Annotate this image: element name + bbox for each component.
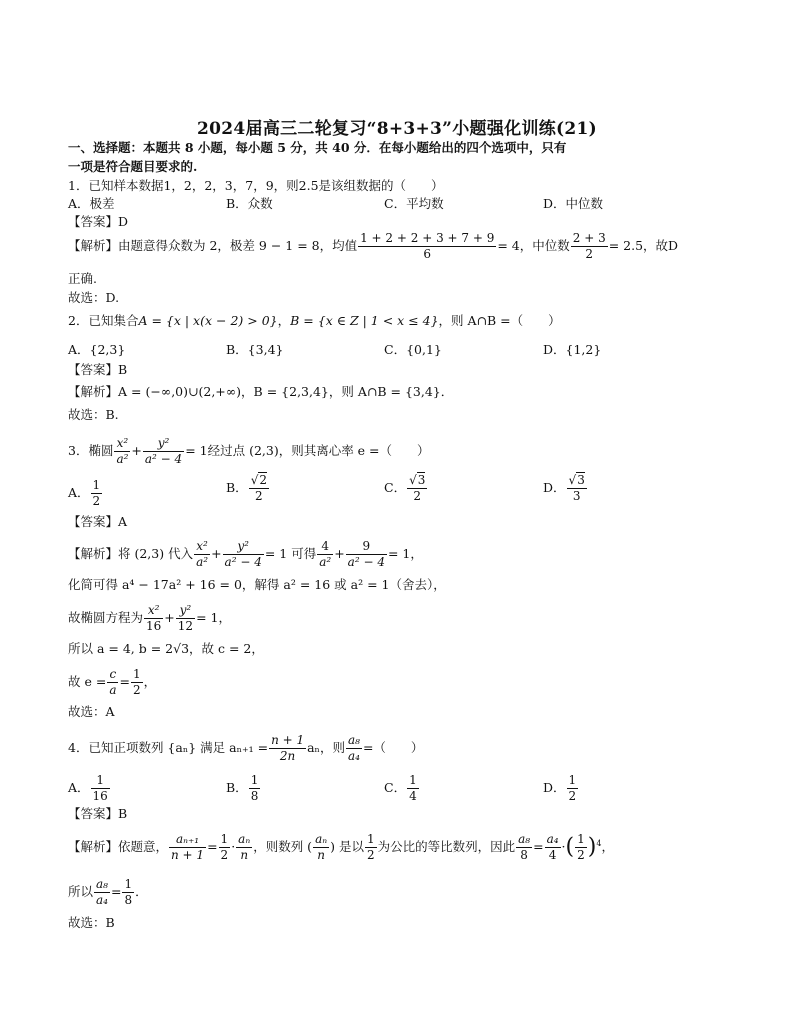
- frac-den: 2: [568, 789, 577, 803]
- q4-stem-text: =（ ）: [362, 740, 424, 755]
- q4-fraction: [94, 877, 110, 908]
- q4-fraction: [346, 733, 362, 764]
- q3-analysis-4: 所以 a = 4, b = 2√3，故 c = 2，: [68, 641, 264, 656]
- q4-analysis-text: 【解析】依题意，: [68, 839, 169, 854]
- q4-answer: 【答案】B: [68, 806, 128, 821]
- q3-analysis-text: = 1，: [387, 546, 423, 561]
- frac-num: x²: [194, 539, 210, 555]
- q1-mean-fraction: [358, 231, 496, 262]
- q1-option-a: A．极差: [68, 196, 115, 211]
- q2-option-a: A．{2,3}: [68, 342, 126, 357]
- frac-num: y²: [143, 436, 184, 452]
- frac-num: 1: [132, 667, 141, 681]
- frac-den: 2n: [279, 749, 296, 763]
- frac-num: c: [107, 667, 118, 683]
- option-fraction: [407, 773, 419, 804]
- q2-option-d: D．{1,2}: [543, 342, 602, 357]
- q4-analysis-text: ) 是以: [330, 839, 364, 854]
- section-heading-line2: 一项是符合题目要求的.: [68, 159, 198, 174]
- frac-num: 4: [317, 539, 333, 555]
- q3-y-fraction: [143, 436, 184, 467]
- q3-fraction: [223, 539, 264, 570]
- q4-analysis-text: ，则数列 (: [253, 839, 313, 854]
- option-label: A．: [68, 485, 90, 500]
- frac-num: aₙ₊₁: [169, 832, 206, 848]
- frac-num: aₙ: [315, 832, 328, 846]
- frac-num: aₙ: [238, 832, 251, 846]
- frac-den: 2: [220, 848, 229, 862]
- q3-x-fraction: [114, 436, 130, 467]
- frac-den: a² − 4: [144, 452, 183, 466]
- q3-answer: 【答案】A: [68, 514, 128, 529]
- q4-option-c: [384, 773, 420, 804]
- frac-den: 2: [92, 494, 101, 508]
- q3-fraction: [131, 667, 143, 698]
- q3-analysis-text: ，: [143, 674, 157, 689]
- frac-den: a₄: [347, 749, 360, 763]
- frac-num: 1: [366, 832, 375, 846]
- frac-num: 1: [124, 877, 133, 891]
- frac-den: 8: [250, 789, 259, 803]
- q3-choose: 故选：A: [68, 704, 115, 719]
- q3-stem-text: = 1经过点 (2,3)，则其离心率 e =（ ）: [185, 443, 430, 458]
- q3-stem: 3．椭圆 $\frac{\text{x²}}{\text{a²}}$ + $\frac{\text{y²}}{\text{a² − 4}}$ = 1经过点 (2,3)，则其离心率 e =（ ）: [68, 436, 430, 466]
- frac-num: √2: [250, 473, 267, 487]
- q1-option-c: C．平均数: [384, 196, 444, 211]
- q2-set-a: A = {x | x(x − 2) > 0}: [138, 313, 278, 328]
- q1-analysis-cont: 正确.: [68, 271, 97, 286]
- q4-fraction: [313, 832, 329, 863]
- q3-fraction: [346, 539, 387, 570]
- frac-num: n + 1: [271, 733, 305, 747]
- q3-stem-text: 3．椭圆: [68, 443, 114, 458]
- q3-option-a: [68, 478, 103, 509]
- frac-den: n + 1: [171, 848, 205, 862]
- frac-num: √3: [409, 473, 426, 487]
- q3-option-b: [226, 473, 270, 504]
- q3-fraction: [194, 539, 210, 570]
- q1-analysis-text: 【解析】由题意得众数为 2，极差 9 − 1 = 8，均值: [68, 238, 358, 253]
- q4-fraction: [169, 832, 206, 863]
- frac-den: 16: [92, 789, 108, 803]
- option-label: B．: [226, 480, 248, 495]
- frac-den: 2: [255, 489, 263, 503]
- q4-option-d: [543, 773, 579, 804]
- q1-analysis: [68, 231, 678, 262]
- q1-analysis-text: = 4，中位数: [497, 238, 570, 253]
- frac-den: a²: [319, 555, 332, 569]
- option-label: D．: [543, 780, 566, 795]
- q2-option-c: C．{0,1}: [384, 342, 442, 357]
- frac-den: 4: [409, 789, 417, 803]
- q3-analysis-text: 【解析】将 (2,3) 代入: [68, 546, 194, 561]
- q3-fraction: [144, 603, 163, 634]
- option-fraction: [567, 473, 587, 504]
- frac-num: 1 + 2 + 2 + 3 + 7 + 9: [360, 231, 495, 245]
- q4-analysis-text: ，: [601, 839, 614, 854]
- q3-analysis-5: [68, 667, 156, 698]
- frac-num: x²: [144, 603, 163, 619]
- option-fraction: [91, 773, 110, 804]
- frac-den: 2: [366, 848, 375, 862]
- q4-analysis-1: 【解析】依题意， $\frac{\text{aₙ₊₁}}{n + 1}$ = $\frac{1}{2}$ · $\frac{\text{aₙ}}{n}$ ，则数列 ( $\frac{\text{aₙ}}{n}$ ) 是以 $\frac{1}{2}$ 为公比的等比数列，因此 $\frac{\text{a₈}}{8}$ = $\frac{\text{a₄}}{4}$ ·( $\frac{1}{2}$ )$^4$，: [68, 832, 614, 862]
- q2-stem-text: 2．已知集合: [68, 313, 139, 328]
- q4-fraction: [122, 877, 134, 908]
- frac-den: a² − 4: [224, 555, 262, 569]
- frac-den: 8: [124, 893, 133, 907]
- frac-num: 2 + 3: [572, 231, 606, 245]
- frac-den: 3: [572, 489, 581, 503]
- frac-den: 2: [132, 683, 141, 697]
- option-label: B．: [226, 780, 248, 795]
- q3-analysis-text: =: [119, 674, 130, 689]
- q3-fraction: [176, 603, 195, 634]
- section-heading-line1: 一、选择题：本题共 8 小题，每小题 5 分，共 40 分．在每小题给出的四个选项中，只有: [68, 140, 567, 155]
- document-title: 2024届高三二轮复习“8+3+3”小题强化训练(21): [197, 119, 597, 139]
- frac-num: 1: [577, 832, 585, 846]
- frac-den: n: [240, 848, 249, 862]
- q1-median-fraction: [571, 231, 608, 262]
- frac-num: 9: [346, 539, 387, 555]
- option-fraction: [91, 478, 103, 509]
- frac-den: a² − 4: [347, 555, 385, 569]
- q1-analysis-text: = 2.5，故D: [608, 238, 679, 253]
- q4-analysis-text: 所以: [68, 884, 94, 899]
- frac-den: a²: [116, 452, 129, 466]
- q3-analysis-text: 故 e =: [68, 674, 107, 689]
- option-fraction: [567, 773, 579, 804]
- frac-num: a₈: [96, 877, 108, 891]
- q3-option-c: [384, 473, 428, 504]
- q4-fraction: [545, 832, 561, 863]
- q2-analysis: 【解析】A = (−∞,0)∪(2,+∞)，B = {2,3,4}，则 A∩B = {3,4}．: [68, 384, 454, 399]
- frac-den: 2: [577, 848, 585, 862]
- frac-num: 1: [250, 773, 259, 787]
- option-fraction: [249, 473, 269, 504]
- frac-den: 16: [146, 619, 162, 633]
- q2-option-b: B．{3,4}: [226, 342, 284, 357]
- frac-num: a₈: [518, 832, 531, 846]
- q4-analysis-text: ．: [135, 884, 148, 899]
- option-label: C．: [384, 480, 407, 495]
- q3-analysis-3: 故椭圆方程为 $\frac{\text{x²}}{16}$ + $\frac{\text{y²}}{12}$ = 1，: [68, 603, 231, 633]
- q4-fraction: [219, 832, 231, 863]
- frac-num: y²: [223, 539, 264, 555]
- frac-num: 1: [409, 773, 417, 787]
- q4-fraction: [516, 832, 532, 863]
- q4-fraction: [575, 832, 587, 863]
- q2-stem-text: ，则 A∩B =（ ）: [438, 313, 561, 328]
- option-label: C．: [384, 780, 407, 795]
- q1-answer: 【答案】D: [68, 214, 129, 229]
- option-fraction: [407, 473, 427, 504]
- q2-stem-text: ，: [277, 313, 291, 328]
- q3-option-d: [543, 473, 588, 504]
- q2-choose: 故选：B.: [68, 407, 119, 422]
- q2-answer: 【答案】B: [68, 362, 128, 377]
- q3-analysis-text: 故椭圆方程为: [68, 610, 144, 625]
- frac-num: a₈: [347, 733, 360, 747]
- option-label: D．: [543, 480, 566, 495]
- q1-option-b: B．众数: [226, 196, 273, 211]
- frac-num: 1: [91, 773, 110, 789]
- frac-num: √3: [568, 473, 585, 487]
- q3-fraction: [107, 667, 118, 698]
- frac-den: a²: [196, 555, 209, 569]
- q3-analysis-1: 【解析】将 (2,3) 代入 $\frac{\text{x²}}{\text{a²}}$ + $\frac{\text{y²}}{\text{a² − 4}}$ = 1 可得 $\frac{4}{\text{a²}}$ + $\frac{9}{\text{a² − 4}}$ = 1，: [68, 539, 423, 569]
- frac-num: 1: [568, 773, 577, 787]
- frac-den: n: [317, 848, 325, 862]
- q3-analysis-text: = 1，: [196, 610, 231, 625]
- paren: ): [587, 834, 597, 860]
- frac-den: 6: [423, 247, 432, 261]
- q3-fraction: [317, 539, 333, 570]
- q4-choose: 故选：B: [68, 915, 115, 930]
- q4-stem-text: 4．已知正项数列 {aₙ} 满足 aₙ₊₁ =: [68, 740, 269, 755]
- q3-analysis-2: 化简可得 a⁴ − 17a² + 16 = 0，解得 a² = 16 或 a² = 1（舍去），: [68, 577, 446, 592]
- frac-den: 2: [585, 247, 594, 261]
- frac-num: 1: [92, 478, 101, 492]
- option-label: A．: [68, 780, 90, 795]
- frac-den: a₄: [96, 893, 108, 907]
- q4-fraction: [269, 733, 306, 764]
- option-fraction: [249, 773, 261, 804]
- q4-analysis-text: 为公比的等比数列，因此: [377, 839, 516, 854]
- q1-choose: 故选：D.: [68, 290, 120, 305]
- q1-stem: 1．已知样本数据1，2，2，3，7，9，则2.5是该组数据的（ ）: [68, 178, 444, 193]
- q4-analysis-2: 所以 $\frac{\text{a₈}}{\text{a₄}}$ = $\frac{1}{8}$ ．: [68, 877, 148, 907]
- q4-stem: [68, 733, 423, 764]
- frac-den: a: [109, 683, 117, 697]
- q3-analysis-text: = 1 可得: [264, 546, 317, 561]
- q4-fraction: [236, 832, 252, 863]
- q2-stem: [68, 312, 561, 330]
- frac-num: 1: [220, 832, 229, 846]
- q4-option-b: [226, 773, 261, 804]
- q4-fraction: [365, 832, 377, 863]
- q4-option-a: [68, 773, 111, 804]
- exponent: 4: [596, 838, 602, 848]
- frac-num: y²: [176, 603, 195, 619]
- paren: (: [565, 834, 575, 860]
- q4-stem-text: aₙ，则: [307, 740, 345, 755]
- frac-num: a₄: [546, 832, 559, 846]
- q2-set-b: B = {x ∈ Z | 1 < x ≤ 4}: [290, 313, 439, 328]
- frac-den: 4: [548, 848, 557, 862]
- frac-den: 12: [177, 619, 194, 633]
- q1-option-d: D．中位数: [543, 196, 604, 211]
- frac-den: 2: [413, 489, 422, 503]
- frac-num: x²: [114, 436, 130, 452]
- frac-den: 8: [520, 848, 528, 862]
